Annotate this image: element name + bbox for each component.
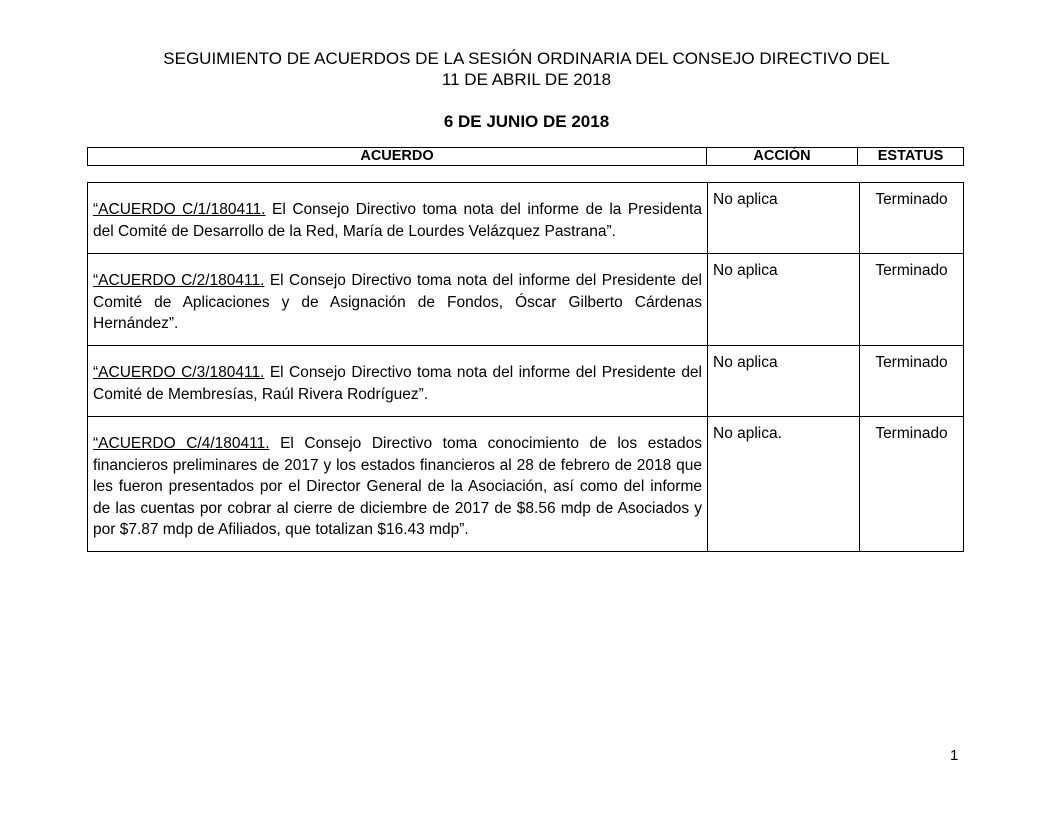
agreement-text: El Consejo Directivo toma conocimiento de los estados financieros preliminares de 2017 y los estados financieros al 28 de febrero de 2018 que les fueron presentados por el Director General de la Asociación, así como del informe de las cuentas por cobrar al cierre de diciembre de 2017 de $8.56 mdp de Asociados y por $7.87 mdp de Afiliados, que totalizan $16.43 mdp”. <box>93 435 702 538</box>
table-row <box>88 346 963 417</box>
agreement-cell <box>88 183 708 253</box>
action-cell: No aplica <box>708 254 860 345</box>
table-row <box>88 183 963 254</box>
agreements-table <box>87 182 964 552</box>
action-cell: No aplica <box>708 183 860 253</box>
agreement-reference: “ACUERDO C/1/180411. <box>93 201 266 218</box>
header-acuerdo: ACUERDO <box>88 148 707 165</box>
status-cell: Terminado <box>875 262 948 279</box>
agreement-reference: “ACUERDO C/4/180411. <box>93 435 270 452</box>
header-estatus: ESTATUS <box>877 148 944 164</box>
action-cell: No aplica. <box>708 417 860 551</box>
agreement-cell <box>88 254 708 345</box>
header-accion: ACCIÓN <box>707 148 858 165</box>
document-title-line-1: SEGUIMIENTO DE ACUERDOS DE LA SESIÓN ORDINARIA DEL CONSEJO DIRECTIVO DEL <box>163 49 890 68</box>
action-cell: No aplica <box>708 346 860 416</box>
agreement-text: El Consejo Directivo toma nota del informe de la Presidenta del Comité de Desarrollo de la Red, María de Lourdes Velázquez Pastrana”. <box>93 201 703 240</box>
status-cell: Terminado <box>875 191 948 208</box>
document-title-line-2: 11 DE ABRIL DE 2018 <box>441 70 612 89</box>
document-date: 6 DE JUNIO DE 2018 <box>443 112 610 131</box>
agreement-text: El Consejo Directivo toma nota del informe del Presidente del Comité de Aplicaciones y de Asignación de Fondos, Óscar Gilberto Cárdenas Hernández”. <box>93 272 702 332</box>
agreement-text: El Consejo Directivo toma nota del informe del Presidente del Comité de Membresías, Raúl Rivera Rodríguez”. <box>93 364 702 403</box>
status-cell: Terminado <box>875 425 948 442</box>
table-row <box>88 417 963 551</box>
agreement-reference: “ACUERDO C/3/180411. <box>93 364 265 381</box>
page-number: 1 <box>950 747 959 764</box>
agreement-reference: “ACUERDO C/2/180411. <box>93 272 265 289</box>
agreement-cell <box>88 417 708 551</box>
table-header <box>87 147 964 166</box>
status-cell: Terminado <box>875 354 948 371</box>
agreement-cell <box>88 346 708 416</box>
table-row <box>88 254 963 346</box>
